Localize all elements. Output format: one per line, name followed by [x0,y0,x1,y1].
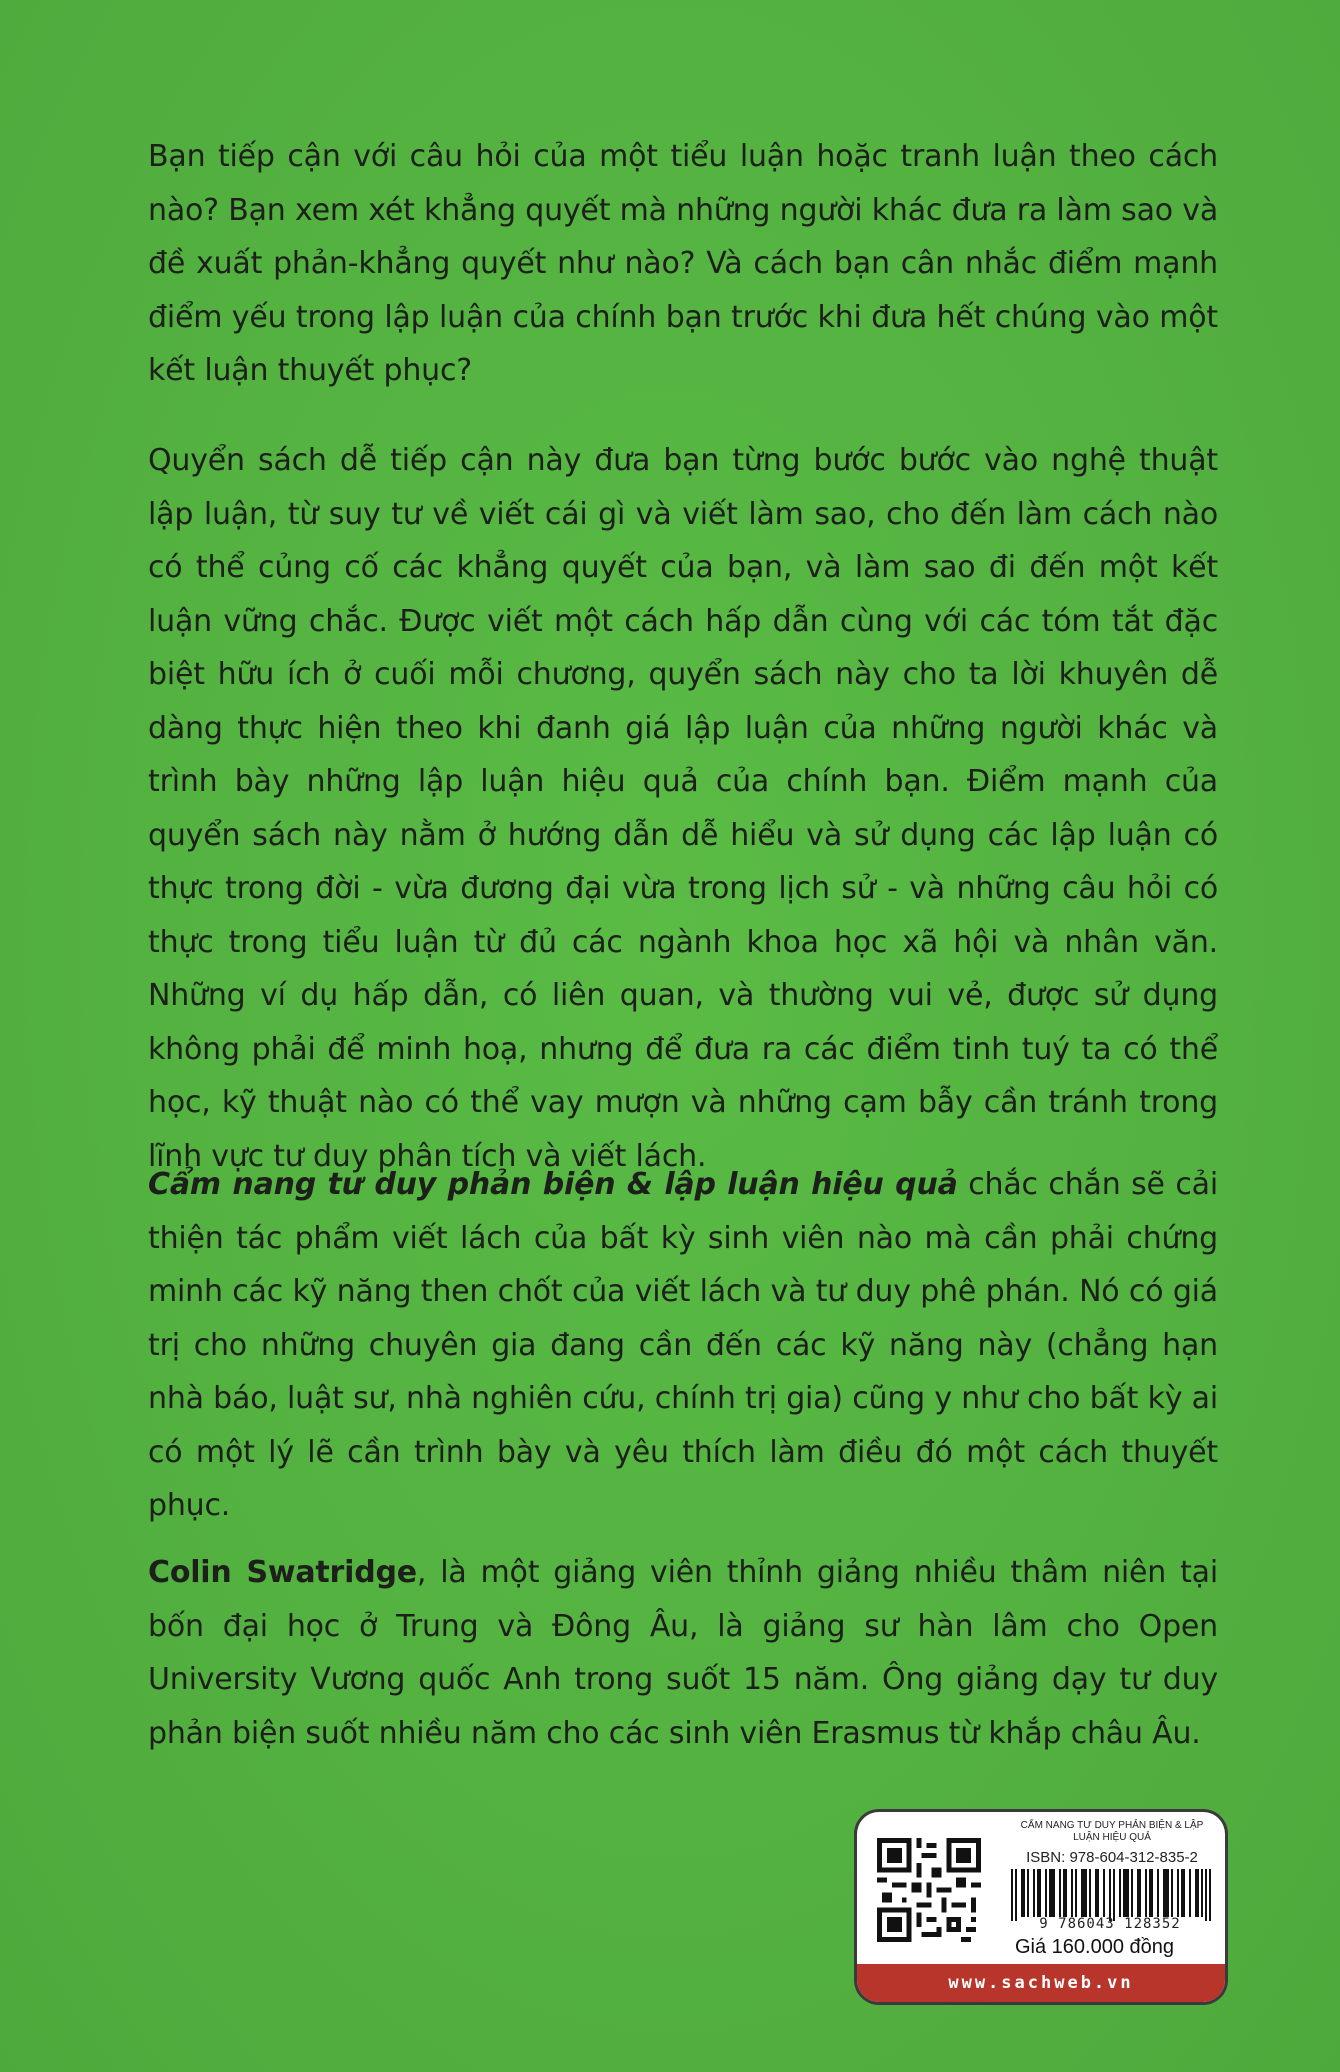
description-paragraph: Quyển sách dễ tiếp cận này đưa bạn từng bước bước vào nghệ thuật lập luận, từ suy tư về viết cái gì và viết làm sao, cho đến làm cách nào có thể củng cố các khẳng quyết của bạn, và làm sao đi đến một kết luận vững chắc. Được viết một cách hấp dẫn cùng với các tóm tắt đặc biệt hữu ích ở cuối mỗi chương, quyển sách này cho ta lời khuyên dễ dàng thực hiện theo khi đanh giá lập luận của những người khác và trình bày những lập luận hiệu quả của chính bạn. Điểm mạnh của quyển sách này nằm ở hướng dẫn dễ hiểu và sử dụng các lập luận có thực trong đời - vừa đương đại vừa trong lịch sử - và những câu hỏi có thực trong tiểu luận từ đủ các ngành khoa học xã hội và nhân văn. Những ví dụ hấp dẫn, có liên quan, và thường vui vẻ, được sử dụng không phải để minh hoạ, nhưng để đưa ra các điểm tinh tuý ta có thể học, kỹ thuật nào có thể vay mượn và những cạm bẫy cần tránh trong lĩnh vực tư duy phân tích và viết lách. [148,443,1218,1174]
author-bio-text: , là một giảng viên thỉnh giảng nhiều thâm niên tại bốn đại học ở Trung và Đông Âu, là giảng sư hàn lâm cho Open University Vương quốc Anh trong suốt 15 năm. Ông giảng dạy tư duy phản biện suốt nhiều năm cho các sinh viên Erasmus từ khắp châu Âu. [148,1555,1218,1751]
barcode-number: 9 786043 128352 [1039,1916,1181,1932]
value-paragraph-text: chắc chắn sẽ cải thiện tác phẩm viết lách của bất kỳ sinh viên nào mà cần phải chứng minh các kỹ năng then chốt của viết lách và tư duy phê phán. Nó có giá trị cho những chuyên gia đang cần đến các kỹ năng này (chẳng hạn nhà báo, luật sư, nhà nghiên cứu, chính trị gia) cũng y như cho bất kỳ ai có một lý lẽ cần trình bày và yêu thích làm điều đó một cách thuyết phục. [148,1167,1218,1523]
barcode-book-title: CẨM NANG TƯ DUY PHẢN BIỆN & LẬP LUẬN HIỆU QUẢ [1020,1820,1204,1843]
qr-code-icon [877,1838,981,1942]
publisher-website: www.sachweb.vn [857,1964,1225,2002]
value-paragraph [148,1158,1218,1533]
isbn-label: ISBN: 978-604-312-835-2 [1026,1849,1198,1866]
author-bio-paragraph [148,1546,1218,1760]
price-label: Giá 160.000 đồng [1015,1936,1175,1958]
book-title-inline: Cẩm nang tư duy phản biện & lập luận hiệu quả [148,1167,958,1202]
barcode-card [857,1812,1225,2002]
barcode-icon [1007,1869,1215,1921]
intro-paragraph: Bạn tiếp cận với câu hỏi của một tiểu luận hoặc tranh luận theo cách nào? Bạn xem xét khẳng quyết mà những người khác đưa ra làm sao và đề xuất phản-khẳng quyết như nào? Và cách bạn cân nhắc điểm mạnh điểm yếu trong lập luận của chính bạn trước khi đưa hết chúng vào một kết luận thuyết phục? [148,139,1218,388]
author-name: Colin Swatridge [148,1555,417,1590]
